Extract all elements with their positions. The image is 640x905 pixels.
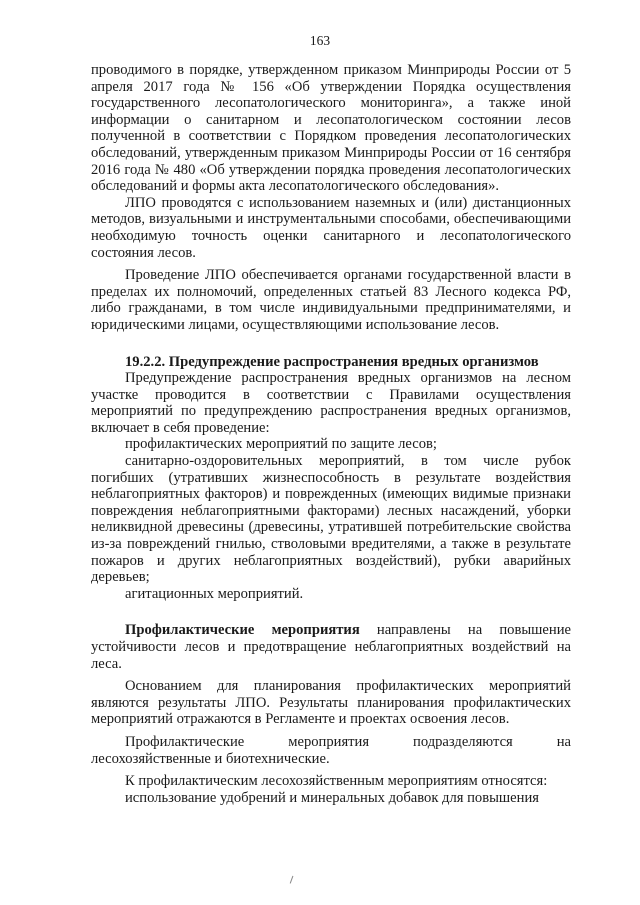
paragraph-planning-basis: Основанием для планирования профилактических мероприятий являются результаты ЛПО. Результаты планирования профилактических мероприятий отражаются в Регламенте и проектах освоения лесов.	[91, 678, 571, 728]
list-item-sanitary: санитарно-оздоровительных мероприятий, в том числе рубок погибших (утративших жизнеспособность в результате воздействия неблагоприятных факторов) и поврежденных (имеющих видимые признаки повреждения неблагоприятными факторами) лесных насаждений, уборки неликвидной древесины (древесины, утратившей потребительские свойства из-за повреждений гнилью, стволовыми вредителями, а также в результате пожаров и других неблагоприятных воздействий), рубки аварийных деревьев;	[91, 453, 571, 586]
paragraph-preventive-measures	[91, 622, 571, 672]
scan-mark	[290, 876, 296, 885]
section-heading: 19.2.2. Предупреждение распространения вредных организмов	[125, 353, 539, 370]
paragraph-forestry-measures: К профилактическим лесохозяйственным мероприятиям относятся:	[125, 773, 548, 790]
document-body	[91, 62, 571, 806]
paragraph-fertilizers: использование удобрений и минеральных добавок для повышения	[125, 789, 539, 806]
paragraph-lpo-methods: ЛПО проводятся с использованием наземных и (или) дистанционных методов, визуальными и инструментальными способами, обеспечивающими необходимую точность оценки санитарного и лесопатологического состояния лесов.	[91, 194, 571, 261]
page-number: 163	[309, 33, 331, 48]
paragraph-prevention-intro: Предупреждение распространения вредных организмов на лесном участке проводится в соответствии с Правилами осуществления мероприятий по предупреждению распространения вредных организмов, включает в себя проведение:	[91, 370, 571, 436]
paragraph-continuation: проводимого в порядке, утвержденном приказом Минприроды России от 5 апреля 2017 года № 156 «Об утверждении Порядка осуществления государственного лесопатологического мониторинга», а также иной информации о санитарном и лесопатологическом состоянии лесов полученной в соответствии с Порядком проведения лесопатологических обследований, утвержденным приказом Минприроды России от 16 сентября 2016 года № 480 «Об утверждении порядка проведения лесопатологических обследований и формы акта лесопатологического обследования».	[91, 62, 571, 195]
list-item-preventive: профилактических мероприятий по защите лесов;	[125, 436, 437, 453]
paragraph-lpo-authorities: Проведение ЛПО обеспечивается органами государственной власти в пределах их полномочий, определенных статьей 83 Лесного кодекса РФ, либо гражданами, в том числе индивидуальными предпринимателями, и юридическими лицами, осуществляющими использование лесов.	[91, 267, 571, 333]
paragraph-measures-types: Профилактические мероприятия подразделяются на лесохозяйственные и биотехнические.	[91, 733, 571, 767]
list-item-agitation: агитационных мероприятий.	[125, 585, 304, 602]
paragraph-preventive-measures-text: направлены на повышение устойчивости лесов и предотвращение неблагоприятных воздействий на леса.	[91, 622, 571, 672]
term-preventive-measures: Профилактические мероприятия	[125, 622, 360, 639]
